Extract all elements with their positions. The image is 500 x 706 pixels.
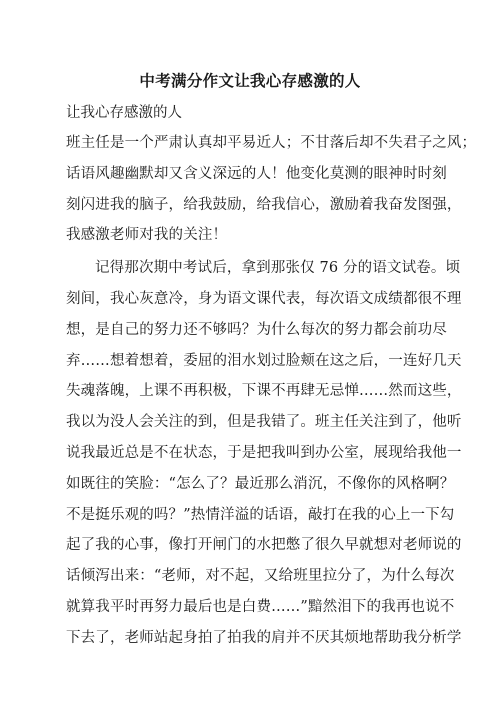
text-line: 说我最近总是不在状态，于是把我叫到办公室，展现给我他一 xyxy=(66,444,462,461)
text-line: 起了我的心事，像打开闸门的水把憋了很久早就想对老师说的 xyxy=(66,537,462,554)
document-title: 中考满分作文让我心存感激的人 xyxy=(139,71,361,90)
text-line: 下去了，老师站起身拍了拍我的肩并不厌其烦地帮助我分析学 xyxy=(66,629,462,646)
text-line: 弃……想着想着，委屈的泪水划过脸颊在这之后，一连好几天 xyxy=(66,352,462,369)
text-line: 我以为没人会关注的到，但是我错了。班主任关注到了，他听 xyxy=(66,414,462,431)
text-line: 不是挺乐观的吗？”热情洋溢的话语，敲打在我的心上一下勾 xyxy=(66,506,455,523)
text-line: 班主任是一个严肃认真却平易近人；不甘落后却不失君子之风； xyxy=(66,135,477,151)
text-line: 话语风趣幽默却又含义深远的人！他变化莫测的眼神时时刻 xyxy=(66,165,447,182)
text-line: 我感激老师对我的关注！ xyxy=(66,227,228,244)
paragraph-1 xyxy=(66,128,477,251)
text-line: 刻闪进我的脑子，给我鼓励，给我信心，激励着我奋发图强， xyxy=(66,196,462,213)
document-subtitle: 让我心存感激的人 xyxy=(66,105,182,121)
paragraph-2 xyxy=(66,253,462,653)
text-line: 想，是自己的努力还不够吗？为什么每次的努力都会前功尽 xyxy=(66,321,447,338)
text-line: 失魂落魄，上课不再积极，下课不再肆无忌惮……然而这些， xyxy=(66,383,462,400)
text-line: 刻间，我心灰意冷，身为语文课代表，每次语文成绩都很不理 xyxy=(66,290,462,307)
text-line: 如既往的笑脸：“怎么了？最近那么消沉，不像你的风格啊？ xyxy=(66,475,455,492)
text-line: 话倾泻出来：“老师，对不起，又给班里拉分了，为什么每次 xyxy=(66,568,455,585)
text-line: 就算我平时再努力最后也是白费……”黯然泪下的我再也说不 xyxy=(66,598,455,615)
text-line: 记得那次期中考试后，拿到那张仅 76 分的语文试卷。顷 xyxy=(95,260,461,277)
